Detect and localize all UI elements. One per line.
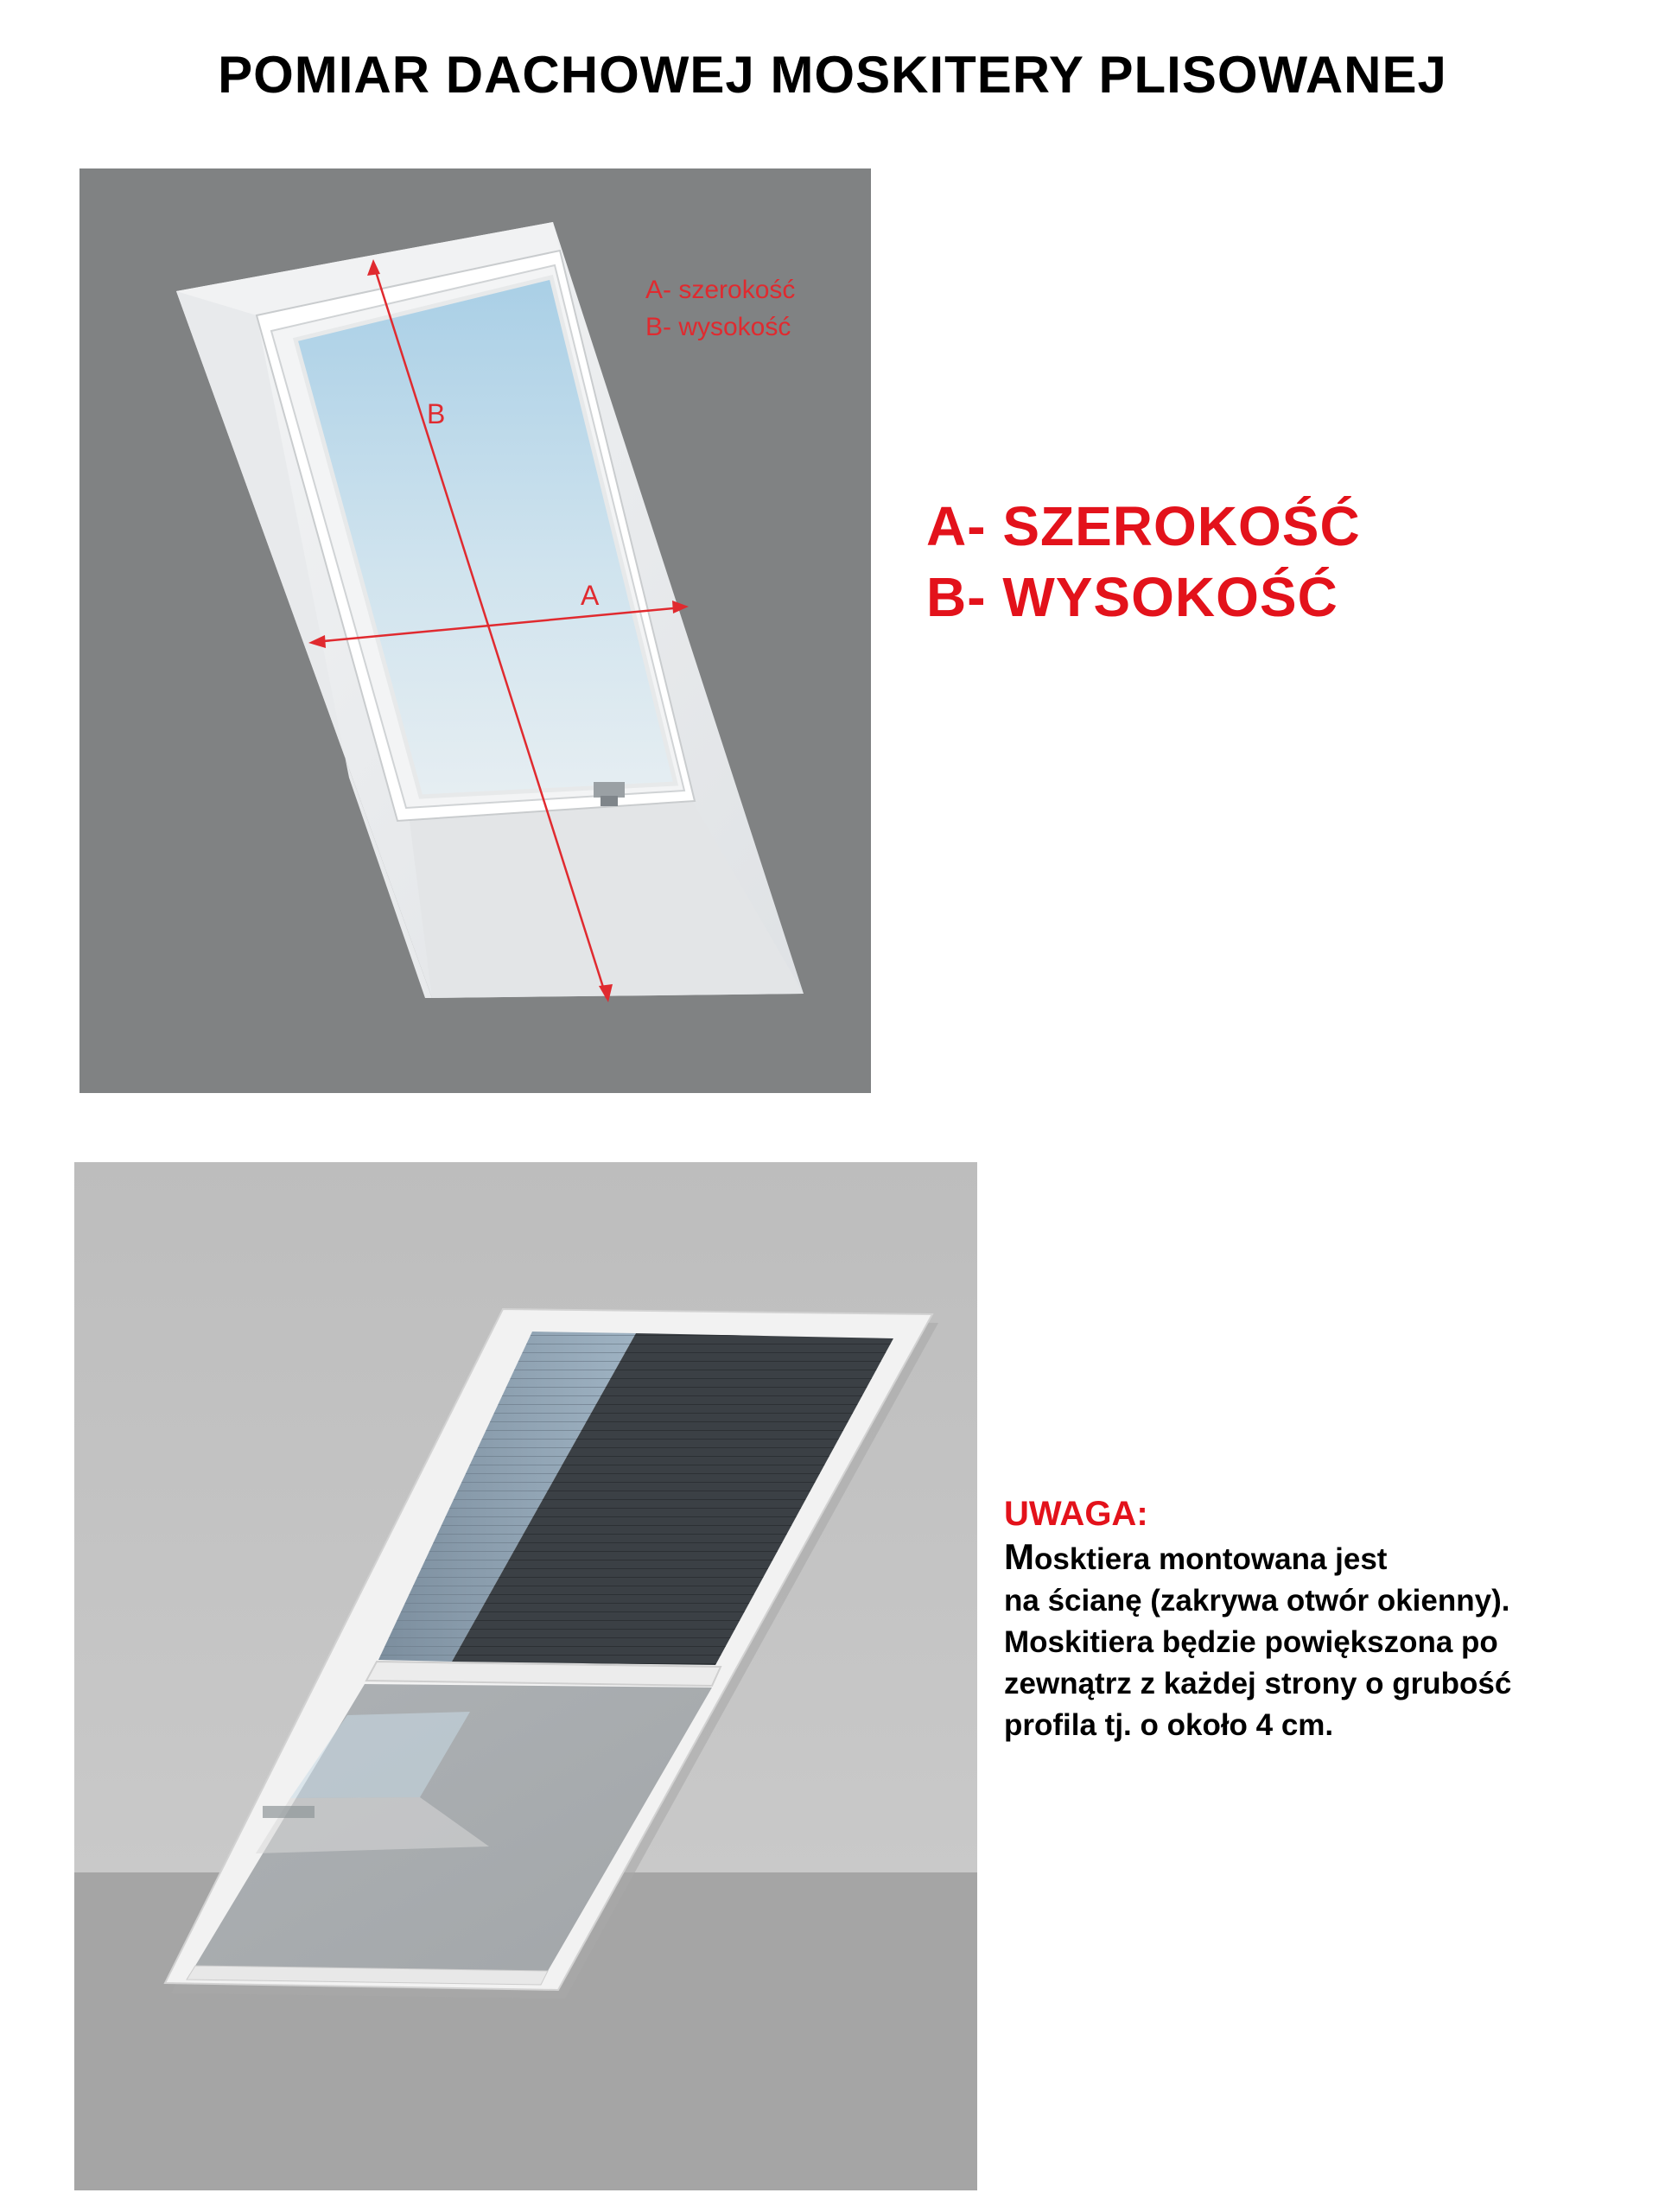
note-line-2: na ścianę (zakrywa otwór okienny).: [1004, 1584, 1510, 1618]
label-a: A: [581, 580, 600, 611]
small-legend-b: B- wysokość: [645, 313, 791, 341]
window-handle: [594, 782, 625, 798]
measurement-diagram: [79, 168, 871, 1093]
note-line-5: profila tj. o około 4 cm.: [1004, 1708, 1334, 1742]
note-first-letter: M: [1004, 1536, 1034, 1577]
note-line-1-text: osktiera montowana jest: [1034, 1542, 1388, 1576]
small-legend-a: A- szerokość: [645, 276, 796, 304]
installed-screen-image: [74, 1162, 977, 2190]
note-line-1: [1004, 1536, 1643, 1580]
page-title: POMIAR DACHOWEJ MOSKITERY PLISOWANEJ: [218, 46, 1447, 104]
installation-note: [1004, 1493, 1643, 1746]
middle-rail: [366, 1662, 721, 1686]
measurement-diagram-image: [79, 168, 871, 1093]
label-b: B: [427, 398, 446, 429]
note-line-3: Moskitiera będzie powiększona po: [1004, 1625, 1498, 1659]
legend-a: A- SZEROKOŚĆ: [926, 495, 1361, 557]
measurement-legend: [926, 491, 1361, 632]
note-heading: UWAGA:: [1004, 1495, 1148, 1533]
installed-screen-illustration: [74, 1162, 977, 2190]
legend-b: B- WYSOKOŚĆ: [926, 566, 1338, 628]
note-line-4: zewnątrz z każdej strony o grubość: [1004, 1667, 1512, 1700]
